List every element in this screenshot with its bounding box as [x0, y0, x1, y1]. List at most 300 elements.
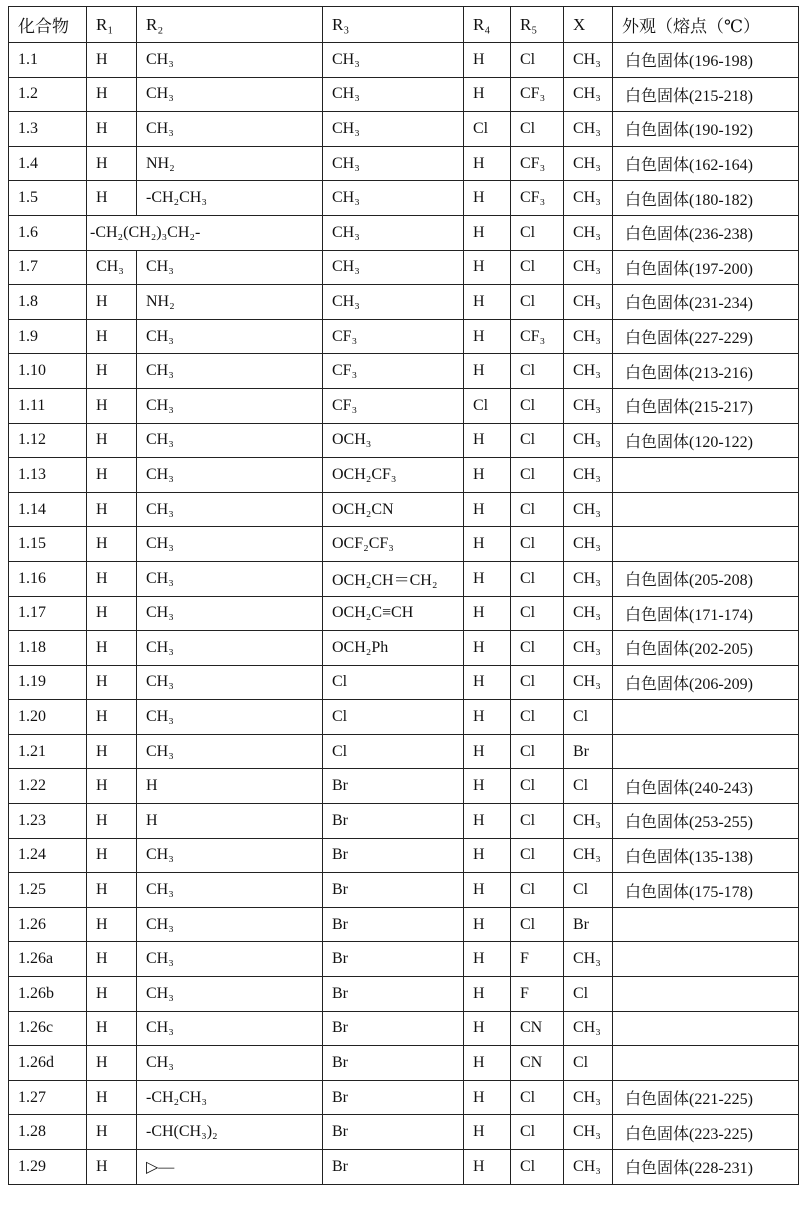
cell-r2: CH₃: [137, 492, 323, 527]
cell-r5: CF₃: [511, 181, 564, 216]
cell-r5: Cl: [511, 838, 564, 873]
header-r1: R₁: [87, 7, 137, 43]
cell-r4: H: [464, 1115, 511, 1150]
cell-x: CH₃: [564, 458, 613, 493]
cell-r3: OCH₃: [323, 423, 464, 458]
table-row: [9, 838, 799, 873]
cell-r3: CF₃: [323, 354, 464, 389]
cell-r3: OCH₂CH＝CH₂: [323, 561, 464, 596]
cell-r4: H: [464, 838, 511, 873]
table-row: [9, 1115, 799, 1150]
cell-r1: H: [87, 423, 137, 458]
cell-r2: -CH₂CH₃: [137, 181, 323, 216]
cell-r5: Cl: [511, 354, 564, 389]
cell-x: Cl: [564, 873, 613, 908]
cell-r2: -CH(CH₃)₂: [137, 1115, 323, 1150]
header-r4: R₄: [464, 7, 511, 43]
cell-r4: H: [464, 1150, 511, 1185]
cell-r5: Cl: [511, 1115, 564, 1150]
cell-compound-id: 1.28: [9, 1115, 87, 1150]
cell-x: CH₃: [564, 112, 613, 147]
cell-r5: Cl: [511, 561, 564, 596]
cell-r2: NH₂: [137, 146, 323, 181]
cell-appearance: [613, 458, 799, 493]
cell-r1: H: [87, 596, 137, 631]
cell-appearance: [613, 907, 799, 942]
cell-r3: CH₃: [323, 112, 464, 147]
cell-r2: CH₃: [137, 319, 323, 354]
cell-r3: CH₃: [323, 215, 464, 250]
cell-r2: CH₃: [137, 907, 323, 942]
cell-x: CH₃: [564, 181, 613, 216]
table-row: [9, 388, 799, 423]
cell-compound-id: 1.26c: [9, 1011, 87, 1046]
cell-r3: OCH₂CF₃: [323, 458, 464, 493]
cell-r5: F: [511, 942, 564, 977]
cell-x: Br: [564, 907, 613, 942]
table-row: [9, 1080, 799, 1115]
cell-r4: H: [464, 527, 511, 562]
cell-x: CH₃: [564, 319, 613, 354]
cell-r2: CH₃: [137, 458, 323, 493]
cell-r5: Cl: [511, 907, 564, 942]
header-appearance: 外观（熔点（℃）: [613, 7, 799, 43]
cell-r1: H: [87, 319, 137, 354]
cell-r2: CH₃: [137, 527, 323, 562]
cell-appearance: 白色固体(240-243): [613, 769, 799, 804]
table-row: [9, 250, 799, 285]
cell-r5: Cl: [511, 527, 564, 562]
cell-compound-id: 1.22: [9, 769, 87, 804]
cell-r2: ▷—: [137, 1150, 323, 1185]
cell-r1: H: [87, 838, 137, 873]
cell-r1: H: [87, 665, 137, 700]
cell-r1: H: [87, 354, 137, 389]
cell-appearance: 白色固体(197-200): [613, 250, 799, 285]
cell-r3: Br: [323, 1046, 464, 1081]
table-row: [9, 734, 799, 769]
cell-r5: Cl: [511, 215, 564, 250]
cell-r3: Br: [323, 1080, 464, 1115]
cell-r1: H: [87, 942, 137, 977]
cell-appearance: 白色固体(206-209): [613, 665, 799, 700]
cell-r4: H: [464, 873, 511, 908]
table-row: [9, 665, 799, 700]
cell-appearance: 白色固体(175-178): [613, 873, 799, 908]
cell-r3: Br: [323, 873, 464, 908]
cell-compound-id: 1.5: [9, 181, 87, 216]
table-row: [9, 942, 799, 977]
table-row: [9, 319, 799, 354]
cell-r2: CH₃: [137, 873, 323, 908]
cell-r5: Cl: [511, 873, 564, 908]
cell-r4: Cl: [464, 388, 511, 423]
cell-r1: H: [87, 43, 137, 78]
cell-x: CH₃: [564, 250, 613, 285]
cell-r3: CH₃: [323, 250, 464, 285]
cell-appearance: 白色固体(205-208): [613, 561, 799, 596]
cell-r3: Br: [323, 769, 464, 804]
cell-r1: H: [87, 146, 137, 181]
cell-appearance: [613, 734, 799, 769]
cell-appearance: 白色固体(221-225): [613, 1080, 799, 1115]
cell-r4: H: [464, 250, 511, 285]
cell-r5: Cl: [511, 665, 564, 700]
cell-compound-id: 1.23: [9, 804, 87, 839]
table-row: [9, 873, 799, 908]
cell-x: CH₃: [564, 838, 613, 873]
table-row: [9, 112, 799, 147]
cell-r2: CH₃: [137, 977, 323, 1012]
cell-compound-id: 1.26d: [9, 1046, 87, 1081]
cell-compound-id: 1.9: [9, 319, 87, 354]
cell-appearance: 白色固体(223-225): [613, 1115, 799, 1150]
cell-r5: Cl: [511, 458, 564, 493]
cell-compound-id: 1.26: [9, 907, 87, 942]
cell-appearance: [613, 977, 799, 1012]
cell-x: CH₃: [564, 1011, 613, 1046]
cell-appearance: [613, 527, 799, 562]
cell-r5: Cl: [511, 700, 564, 735]
cell-r1: H: [87, 181, 137, 216]
cell-r5: Cl: [511, 43, 564, 78]
header-r3: R₃: [323, 7, 464, 43]
cell-r1: -CH₂(CH₂)₃CH₂-: [87, 215, 323, 250]
cell-r4: H: [464, 700, 511, 735]
cell-r1: H: [87, 1080, 137, 1115]
cell-r2: CH₃: [137, 631, 323, 666]
cell-r3: Br: [323, 1115, 464, 1150]
cell-x: CH₃: [564, 527, 613, 562]
cell-x: CH₃: [564, 1080, 613, 1115]
cell-appearance: 白色固体(253-255): [613, 804, 799, 839]
cell-compound-id: 1.18: [9, 631, 87, 666]
table-row: [9, 561, 799, 596]
header-x: X: [564, 7, 613, 43]
cell-r3: OCH₂C≡CH: [323, 596, 464, 631]
cell-x: CH₃: [564, 1150, 613, 1185]
cell-r3: Cl: [323, 665, 464, 700]
cell-r3: CF₃: [323, 388, 464, 423]
table-row: [9, 804, 799, 839]
cell-r1: CH₃: [87, 250, 137, 285]
cell-r4: H: [464, 215, 511, 250]
table-row: [9, 458, 799, 493]
cell-r2: H: [137, 769, 323, 804]
cell-r2: CH₃: [137, 112, 323, 147]
cell-r5: Cl: [511, 423, 564, 458]
cell-r2: CH₃: [137, 1046, 323, 1081]
cell-r2: CH₃: [137, 354, 323, 389]
cell-appearance: 白色固体(120-122): [613, 423, 799, 458]
cell-r5: Cl: [511, 804, 564, 839]
cell-r3: Br: [323, 1011, 464, 1046]
cell-r3: CH₃: [323, 43, 464, 78]
cell-appearance: 白色固体(135-138): [613, 838, 799, 873]
cell-r5: Cl: [511, 388, 564, 423]
cell-appearance: 白色固体(190-192): [613, 112, 799, 147]
cell-r2: CH₃: [137, 43, 323, 78]
cell-appearance: 白色固体(180-182): [613, 181, 799, 216]
cell-r4: H: [464, 769, 511, 804]
cell-r3: Cl: [323, 700, 464, 735]
cell-x: CH₃: [564, 665, 613, 700]
cell-x: CH₃: [564, 354, 613, 389]
cell-r3: OCH₂CN: [323, 492, 464, 527]
cell-compound-id: 1.19: [9, 665, 87, 700]
cell-compound-id: 1.7: [9, 250, 87, 285]
cell-r5: Cl: [511, 1150, 564, 1185]
cell-r2: CH₃: [137, 700, 323, 735]
cell-r3: Br: [323, 907, 464, 942]
cell-x: CH₃: [564, 942, 613, 977]
header-r2: R₂: [137, 7, 323, 43]
cell-r3: Br: [323, 804, 464, 839]
cell-r4: H: [464, 285, 511, 320]
cell-r3: OCH₂Ph: [323, 631, 464, 666]
cell-r3: CH₃: [323, 181, 464, 216]
table-row: [9, 492, 799, 527]
cell-r2: CH₃: [137, 388, 323, 423]
cell-r2: CH₃: [137, 250, 323, 285]
cell-r4: H: [464, 43, 511, 78]
cell-x: Cl: [564, 977, 613, 1012]
cell-compound-id: 1.11: [9, 388, 87, 423]
cell-r2: CH₃: [137, 838, 323, 873]
cell-r5: CN: [511, 1046, 564, 1081]
cell-r4: H: [464, 1011, 511, 1046]
cell-compound-id: 1.1: [9, 43, 87, 78]
cell-r2: CH₃: [137, 423, 323, 458]
cell-appearance: [613, 1046, 799, 1081]
cell-r4: H: [464, 1080, 511, 1115]
cell-compound-id: 1.8: [9, 285, 87, 320]
cell-r1: H: [87, 907, 137, 942]
cell-r2: H: [137, 804, 323, 839]
cell-r5: Cl: [511, 769, 564, 804]
table-row: [9, 977, 799, 1012]
cell-r4: H: [464, 561, 511, 596]
cell-compound-id: 1.15: [9, 527, 87, 562]
cell-r1: H: [87, 1046, 137, 1081]
cell-r3: Br: [323, 1150, 464, 1185]
cell-r1: H: [87, 492, 137, 527]
cell-r4: H: [464, 734, 511, 769]
cell-x: CH₃: [564, 215, 613, 250]
cell-r3: CH₃: [323, 285, 464, 320]
cell-compound-id: 1.20: [9, 700, 87, 735]
cell-appearance: 白色固体(196-198): [613, 43, 799, 78]
cell-compound-id: 1.3: [9, 112, 87, 147]
cell-r1: H: [87, 77, 137, 112]
table-row: [9, 631, 799, 666]
table-row: [9, 769, 799, 804]
cell-r4: H: [464, 181, 511, 216]
cell-r5: Cl: [511, 1080, 564, 1115]
cell-r1: H: [87, 112, 137, 147]
cell-r5: Cl: [511, 285, 564, 320]
cell-r1: H: [87, 1150, 137, 1185]
cell-r1: H: [87, 700, 137, 735]
cell-r1: H: [87, 804, 137, 839]
cell-r1: H: [87, 1115, 137, 1150]
table-row: [9, 423, 799, 458]
header-row: [9, 7, 799, 43]
cell-x: CH₃: [564, 77, 613, 112]
cell-r5: F: [511, 977, 564, 1012]
cell-r4: H: [464, 942, 511, 977]
cell-r1: H: [87, 734, 137, 769]
cell-appearance: 白色固体(202-205): [613, 631, 799, 666]
cell-compound-id: 1.26a: [9, 942, 87, 977]
cell-appearance: 白色固体(171-174): [613, 596, 799, 631]
cell-r2: NH₂: [137, 285, 323, 320]
cell-r1: H: [87, 769, 137, 804]
cell-r5: CF₃: [511, 146, 564, 181]
cell-x: CH₃: [564, 492, 613, 527]
table-row: [9, 1150, 799, 1185]
table-row: [9, 1011, 799, 1046]
cell-compound-id: 1.4: [9, 146, 87, 181]
cell-compound-id: 1.29: [9, 1150, 87, 1185]
cell-r3: Br: [323, 942, 464, 977]
table-row: [9, 43, 799, 78]
cell-compound-id: 1.2: [9, 77, 87, 112]
cell-r3: Cl: [323, 734, 464, 769]
cell-appearance: [613, 1011, 799, 1046]
header-r5: R₅: [511, 7, 564, 43]
cell-appearance: [613, 492, 799, 527]
cell-x: Br: [564, 734, 613, 769]
cell-r4: H: [464, 423, 511, 458]
cell-r5: CN: [511, 1011, 564, 1046]
table-row: [9, 146, 799, 181]
cell-appearance: 白色固体(228-231): [613, 1150, 799, 1185]
cell-compound-id: 1.26b: [9, 977, 87, 1012]
cell-compound-id: 1.10: [9, 354, 87, 389]
cell-r2: CH₃: [137, 665, 323, 700]
cell-compound-id: 1.24: [9, 838, 87, 873]
cell-x: CH₃: [564, 285, 613, 320]
cell-x: CH₃: [564, 43, 613, 78]
cell-r3: CF₃: [323, 319, 464, 354]
table-row: [9, 907, 799, 942]
header-compound: 化合物: [9, 7, 87, 43]
table-row: [9, 77, 799, 112]
cell-r4: H: [464, 1046, 511, 1081]
cell-r1: H: [87, 977, 137, 1012]
cell-x: CH₃: [564, 631, 613, 666]
cell-r4: Cl: [464, 112, 511, 147]
cell-appearance: 白色固体(162-164): [613, 146, 799, 181]
cell-r4: H: [464, 146, 511, 181]
cell-r1: H: [87, 561, 137, 596]
cell-r2: CH₃: [137, 561, 323, 596]
cell-r2: CH₃: [137, 734, 323, 769]
cell-compound-id: 1.13: [9, 458, 87, 493]
cell-r4: H: [464, 977, 511, 1012]
cell-r3: CH₃: [323, 146, 464, 181]
table-row: [9, 527, 799, 562]
cell-compound-id: 1.17: [9, 596, 87, 631]
cell-r5: Cl: [511, 596, 564, 631]
cell-r5: CF₃: [511, 319, 564, 354]
cell-compound-id: 1.12: [9, 423, 87, 458]
cell-appearance: 白色固体(215-218): [613, 77, 799, 112]
cell-x: CH₃: [564, 561, 613, 596]
cell-appearance: [613, 942, 799, 977]
cell-appearance: 白色固体(213-216): [613, 354, 799, 389]
cell-r4: H: [464, 458, 511, 493]
cell-appearance: 白色固体(227-229): [613, 319, 799, 354]
cell-compound-id: 1.27: [9, 1080, 87, 1115]
cell-r4: H: [464, 77, 511, 112]
cell-appearance: 白色固体(231-234): [613, 285, 799, 320]
table-row: [9, 1046, 799, 1081]
cell-r1: H: [87, 388, 137, 423]
cell-r5: Cl: [511, 112, 564, 147]
cell-r2: CH₃: [137, 596, 323, 631]
table-row: [9, 285, 799, 320]
cell-r3: CH₃: [323, 77, 464, 112]
cell-r3: OCF₂CF₃: [323, 527, 464, 562]
table-row: [9, 354, 799, 389]
cell-r2: CH₃: [137, 77, 323, 112]
table-row: [9, 181, 799, 216]
cell-compound-id: 1.6: [9, 215, 87, 250]
cell-x: CH₃: [564, 804, 613, 839]
cell-r1: H: [87, 873, 137, 908]
cell-r4: H: [464, 631, 511, 666]
cell-r5: Cl: [511, 734, 564, 769]
table-row: [9, 215, 799, 250]
cell-r3: Br: [323, 977, 464, 1012]
cell-compound-id: 1.21: [9, 734, 87, 769]
cell-x: CH₃: [564, 596, 613, 631]
table-row: [9, 700, 799, 735]
cell-appearance: [613, 700, 799, 735]
cell-r4: H: [464, 596, 511, 631]
cell-r4: H: [464, 907, 511, 942]
cell-r1: H: [87, 631, 137, 666]
cell-x: Cl: [564, 1046, 613, 1081]
cell-r1: H: [87, 458, 137, 493]
cell-r1: H: [87, 1011, 137, 1046]
cell-x: CH₃: [564, 388, 613, 423]
cell-r5: CF₃: [511, 77, 564, 112]
cell-compound-id: 1.16: [9, 561, 87, 596]
cell-r4: H: [464, 319, 511, 354]
cell-r4: H: [464, 804, 511, 839]
cell-x: Cl: [564, 769, 613, 804]
compound-table: [8, 6, 799, 1185]
cell-r2: CH₃: [137, 942, 323, 977]
cell-x: Cl: [564, 700, 613, 735]
cell-r4: H: [464, 354, 511, 389]
cell-x: CH₃: [564, 1115, 613, 1150]
cell-x: CH₃: [564, 146, 613, 181]
cell-appearance: 白色固体(215-217): [613, 388, 799, 423]
cell-r3: Br: [323, 838, 464, 873]
cell-appearance: 白色固体(236-238): [613, 215, 799, 250]
cell-x: CH₃: [564, 423, 613, 458]
cell-r5: Cl: [511, 631, 564, 666]
cell-r5: Cl: [511, 250, 564, 285]
cell-r5: Cl: [511, 492, 564, 527]
cell-r2: CH₃: [137, 1011, 323, 1046]
cell-compound-id: 1.14: [9, 492, 87, 527]
cell-r4: H: [464, 665, 511, 700]
